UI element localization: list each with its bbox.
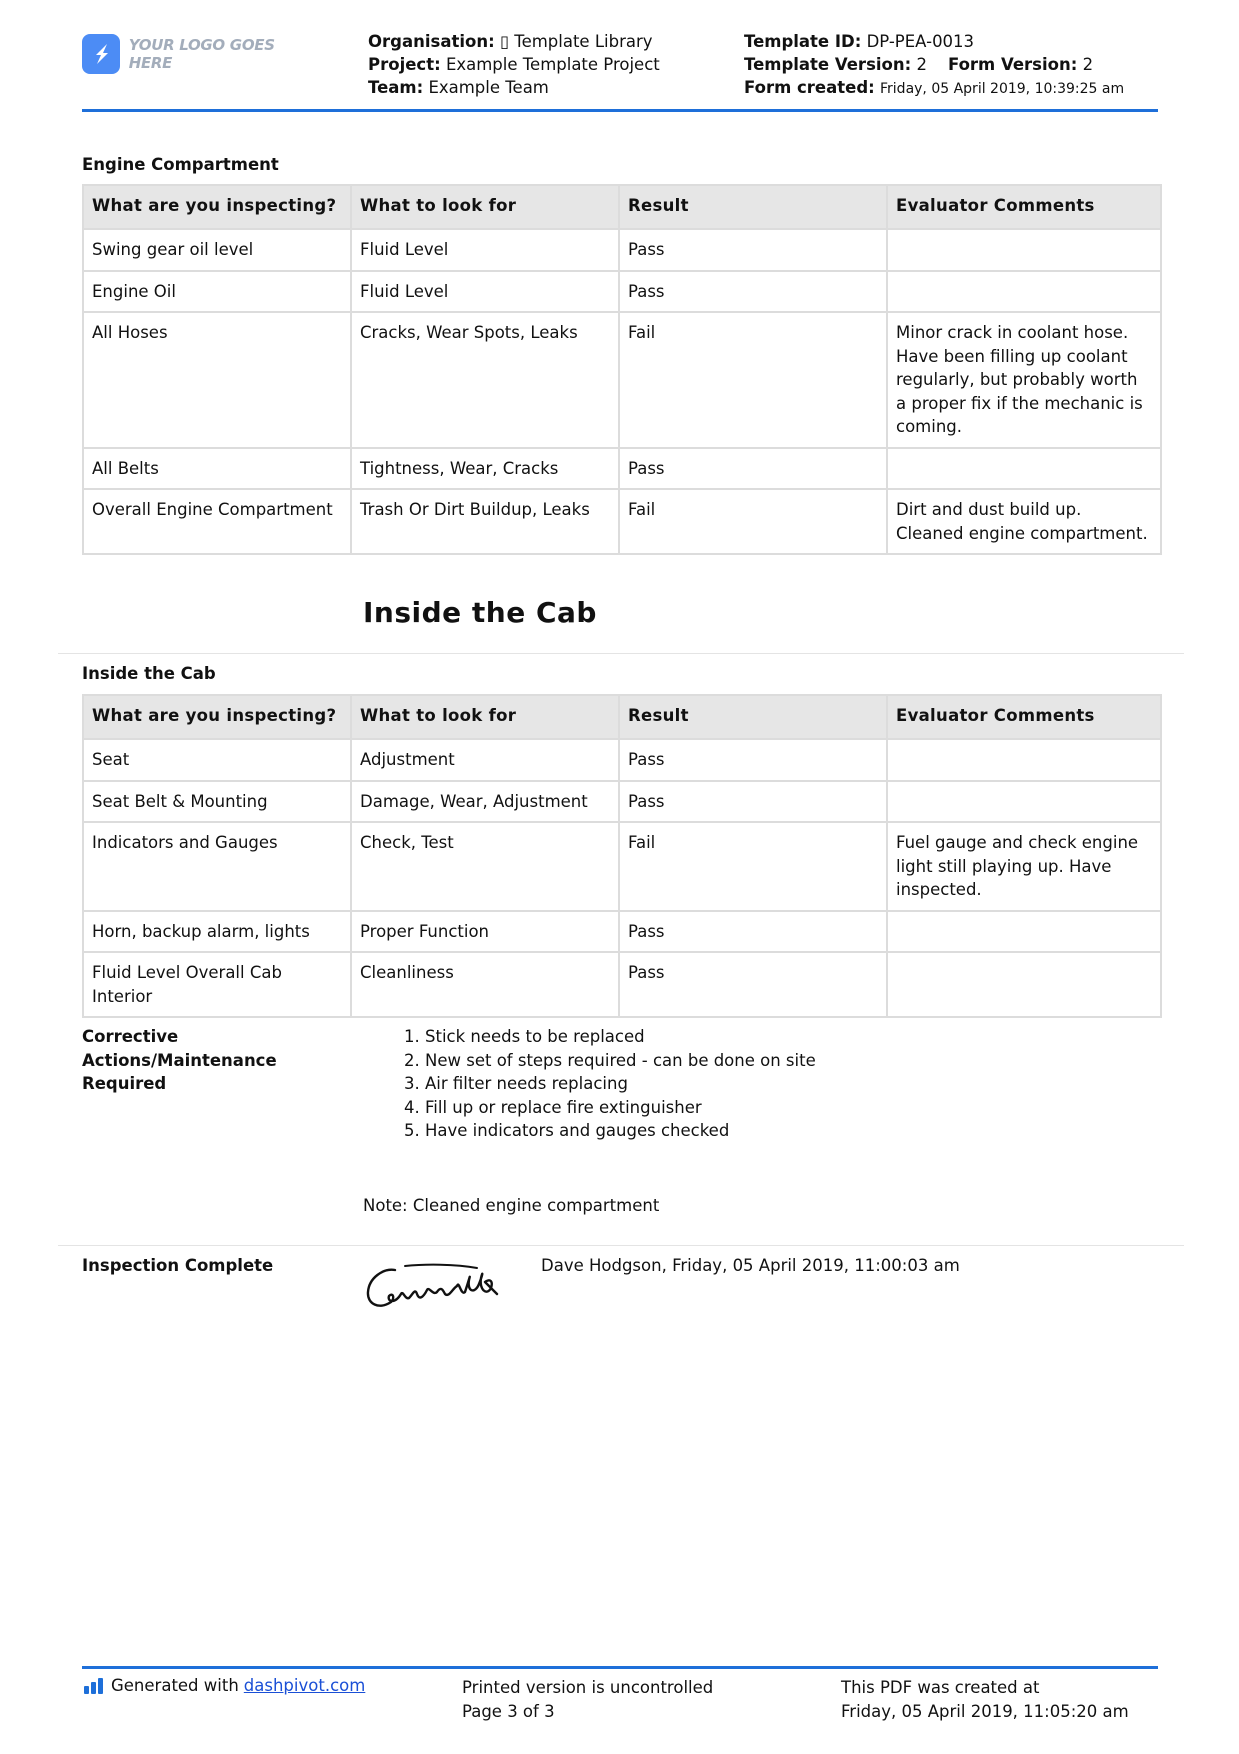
result-cell: Fail — [619, 312, 887, 448]
result-cell: Pass — [619, 781, 887, 823]
pdf-created-value: Friday, 05 April 2019, 11:05:20 am — [841, 1701, 1129, 1721]
look-for-cell: Fluid Level — [351, 229, 619, 271]
table-row — [83, 911, 1161, 953]
table-row — [83, 739, 1161, 781]
footer-center — [462, 1676, 713, 1723]
result-cell: Pass — [619, 229, 887, 271]
look-for-cell: Proper Function — [351, 911, 619, 953]
result-cell: Pass — [619, 448, 887, 490]
form-created-value: Friday, 05 April 2019, 10:39:25 am — [880, 81, 1125, 97]
column-header: What are you inspecting? — [83, 695, 351, 739]
template-version-label: Template Version: — [744, 55, 912, 74]
generated-text: Generated with — [111, 1676, 239, 1695]
company-logo — [82, 33, 312, 75]
table-row — [83, 229, 1161, 271]
table-row — [83, 489, 1161, 554]
note-text: Note: Cleaned engine compartment — [363, 1196, 660, 1215]
organisation-label: Organisation: — [368, 32, 495, 51]
generated-with — [84, 1676, 365, 1695]
list-item: 5. Have indicators and gauges checked — [425, 1119, 816, 1143]
table-header-row — [83, 695, 1161, 739]
comment-cell — [887, 781, 1161, 823]
dashpivot-bars-icon — [84, 1678, 103, 1694]
comment-cell — [887, 911, 1161, 953]
team-label: Team: — [368, 78, 424, 97]
organisation-icon: ▯ — [499, 32, 510, 51]
logo-text: YOUR LOGO GOES HERE — [128, 36, 275, 72]
footer-right — [841, 1676, 1129, 1723]
cab-page-title: Inside the Cab — [363, 596, 597, 629]
logo-mark-icon — [82, 34, 120, 74]
look-for-cell: Adjustment — [351, 739, 619, 781]
comment-cell: Minor crack in coolant hose. Have been filling up coolant regularly, but probably worth a proper fix if the mechanic is coming. — [887, 312, 1161, 448]
list-item: 2. New set of steps required - can be done on site — [425, 1049, 816, 1073]
item-cell: Seat Belt & Mounting — [83, 781, 351, 823]
template-version-value: 2 — [916, 55, 927, 74]
column-header: Evaluator Comments — [887, 695, 1161, 739]
section-divider — [58, 653, 1184, 654]
look-for-cell: Trash Or Dirt Buildup, Leaks — [351, 489, 619, 554]
column-header: Evaluator Comments — [887, 185, 1161, 229]
signature-image — [365, 1258, 500, 1322]
result-cell: Pass — [619, 739, 887, 781]
signed-by-text: Dave Hodgson, Friday, 05 April 2019, 11:00:03 am — [541, 1256, 960, 1275]
table-row — [83, 822, 1161, 911]
item-cell: Seat — [83, 739, 351, 781]
comment-cell — [887, 952, 1161, 1017]
page-number: Page 3 of 3 — [462, 1701, 555, 1721]
team-value: Example Team — [428, 78, 549, 97]
look-for-cell: Cleanliness — [351, 952, 619, 1017]
result-cell: Pass — [619, 911, 887, 953]
column-header: What are you inspecting? — [83, 185, 351, 229]
project-value: Example Template Project — [445, 55, 660, 74]
header-divider — [82, 109, 1158, 112]
column-header: Result — [619, 185, 887, 229]
section-divider — [58, 1245, 1184, 1246]
item-cell: Horn, backup alarm, lights — [83, 911, 351, 953]
header-org-block — [368, 30, 660, 99]
item-cell: Swing gear oil level — [83, 229, 351, 271]
list-item: 3. Air filter needs replacing — [425, 1072, 816, 1096]
result-cell: Fail — [619, 822, 887, 911]
form-created-label: Form created: — [744, 78, 875, 97]
template-id-value: DP-PEA-0013 — [866, 32, 975, 51]
list-item: 4. Fill up or replace fire extinguisher — [425, 1096, 816, 1120]
look-for-cell: Damage, Wear, Adjustment — [351, 781, 619, 823]
item-cell: Fluid Level Overall Cab Interior — [83, 952, 351, 1017]
form-version-label: Form Version: — [947, 55, 1078, 74]
result-cell: Pass — [619, 271, 887, 313]
look-for-cell: Cracks, Wear Spots, Leaks — [351, 312, 619, 448]
table-row — [83, 271, 1161, 313]
table-row — [83, 952, 1161, 1017]
column-header: Result — [619, 695, 887, 739]
list-item: 1. Stick needs to be replaced — [425, 1025, 816, 1049]
table-row — [83, 448, 1161, 490]
template-id-label: Template ID: — [744, 32, 862, 51]
inspection-complete-label: Inspection Complete — [82, 1256, 274, 1275]
comment-cell — [887, 739, 1161, 781]
table-header-row — [83, 185, 1161, 229]
item-cell: Engine Oil — [83, 271, 351, 313]
look-for-cell: Check, Test — [351, 822, 619, 911]
item-cell: All Hoses — [83, 312, 351, 448]
corrective-actions-label: Corrective Actions/Maintenance Required — [82, 1027, 277, 1093]
item-cell: All Belts — [83, 448, 351, 490]
column-header: What to look for — [351, 185, 619, 229]
engine-section-label: Engine Compartment — [82, 155, 279, 174]
comment-cell: Fuel gauge and check engine light still playing up. Have inspected. — [887, 822, 1161, 911]
corrective-actions-list — [380, 1025, 816, 1143]
cab-table — [82, 694, 1162, 1018]
header-template-block — [744, 30, 1124, 101]
form-version-value: 2 — [1082, 55, 1094, 74]
dashpivot-link[interactable]: dashpivot.com — [243, 1676, 366, 1695]
look-for-cell: Fluid Level — [351, 271, 619, 313]
footer-divider — [82, 1666, 1158, 1669]
organisation-value: Template Library — [514, 32, 653, 51]
item-cell: Overall Engine Compartment — [83, 489, 351, 554]
comment-cell — [887, 271, 1161, 313]
comment-cell — [887, 448, 1161, 490]
uncontrolled-text: Printed version is uncontrolled — [462, 1678, 714, 1697]
item-cell: Indicators and Gauges — [83, 822, 351, 911]
comment-cell: Dirt and dust build up. Cleaned engine compartment. — [887, 489, 1161, 554]
table-row — [83, 781, 1161, 823]
pdf-created-label: This PDF was created at — [841, 1678, 1040, 1697]
comment-cell — [887, 229, 1161, 271]
result-cell: Fail — [619, 489, 887, 554]
project-label: Project: — [368, 55, 441, 74]
column-header: What to look for — [351, 695, 619, 739]
result-cell: Pass — [619, 952, 887, 1017]
table-row — [83, 312, 1161, 448]
engine-table — [82, 184, 1162, 555]
cab-section-label: Inside the Cab — [82, 664, 216, 683]
look-for-cell: Tightness, Wear, Cracks — [351, 448, 619, 490]
